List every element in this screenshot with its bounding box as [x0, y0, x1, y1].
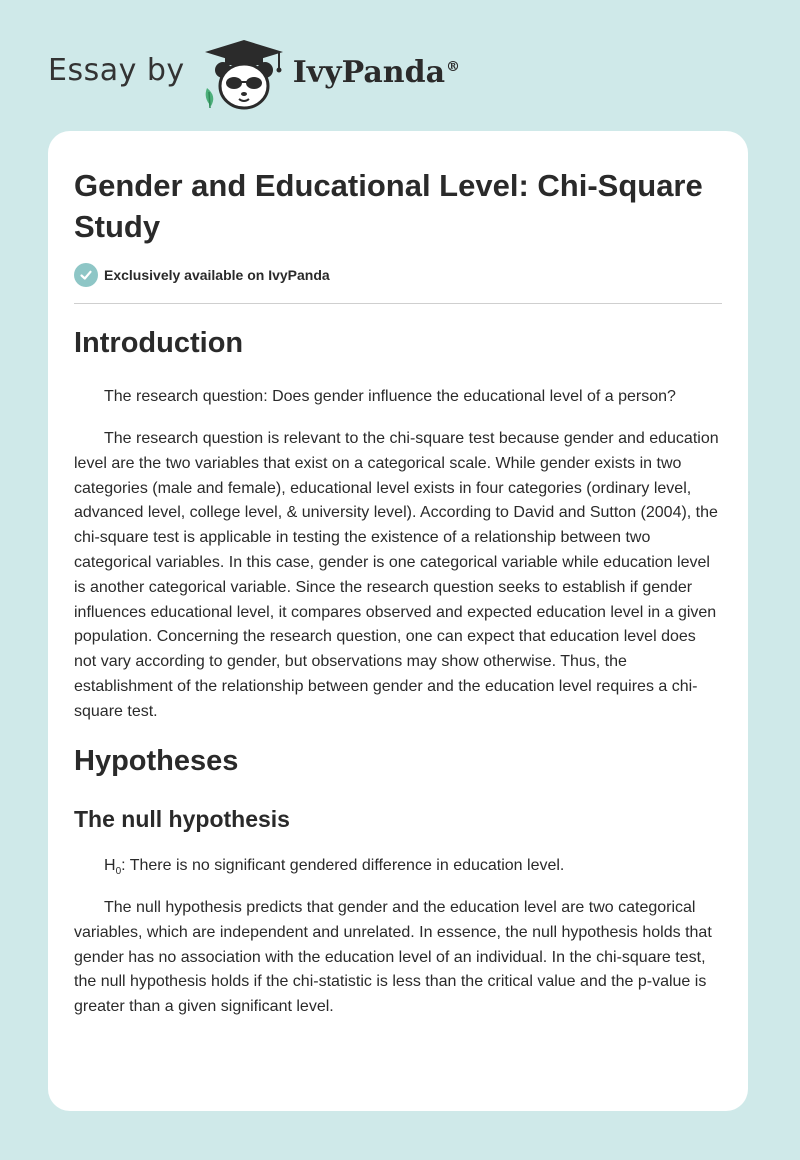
exclusive-badge	[74, 263, 330, 287]
section-heading-hypotheses: Hypotheses	[74, 745, 239, 777]
h0-symbol: H	[104, 857, 116, 874]
divider	[74, 303, 722, 304]
site-header	[48, 36, 460, 112]
null-hypothesis-statement	[74, 854, 722, 885]
brand-name[interactable]: IvyPanda®	[292, 54, 461, 90]
h0-text: : There is no significant gendered difference in education level.	[121, 857, 565, 874]
introduction-paragraph: The research question is relevant to the chi-square test because gender and education level are the two variables that exist on a categorical scale. While gender exists in two categories (male and female), educational level exists in four categories (ordinary level, advanced level, college level, & university level). According to David and Sutton (2004), the chi-square test is applicable in testing the existence of a relationship between two categorical variables. In this case, gender is one categorical variable while education level is another categorical variable. Since the research question seeks to establish if gender influences educational level, it compares observed and expected education level in a given population. Concerning the research question, one can expect that education level does not vary according to gender, but observations may show otherwise. Thus, the establishment of the relationship between gender and the education level requires a chi-square test.	[74, 430, 719, 720]
null-hypothesis-paragraph: The null hypothesis predicts that gender and the education level are two categorical variables, which are independent and unrelated. In essence, the null hypothesis holds that gender has no association with the education level of an individual. In the chi-square test, the null hypothesis holds if the chi-statistic is less than the critical value and the p-value is greater than a given significant level.	[74, 899, 712, 1016]
page-title: Gender and Educational Level: Chi-Square Study	[74, 168, 703, 244]
check-icon	[74, 263, 98, 287]
research-question-paragraph: The research question: Does gender influence the educational level of a person?	[104, 388, 676, 405]
registered-mark: ®	[446, 58, 461, 75]
section-heading-introduction: Introduction	[74, 327, 244, 359]
panda-logo-icon[interactable]	[201, 36, 287, 112]
exclusive-label: Exclusively available on IvyPanda	[104, 267, 330, 283]
subheading-null-hypothesis: The null hypothesis	[74, 806, 290, 832]
h0-subscript: 0	[115, 866, 122, 878]
brand-prefix: Essay by	[48, 52, 185, 88]
article-card	[48, 131, 748, 1111]
